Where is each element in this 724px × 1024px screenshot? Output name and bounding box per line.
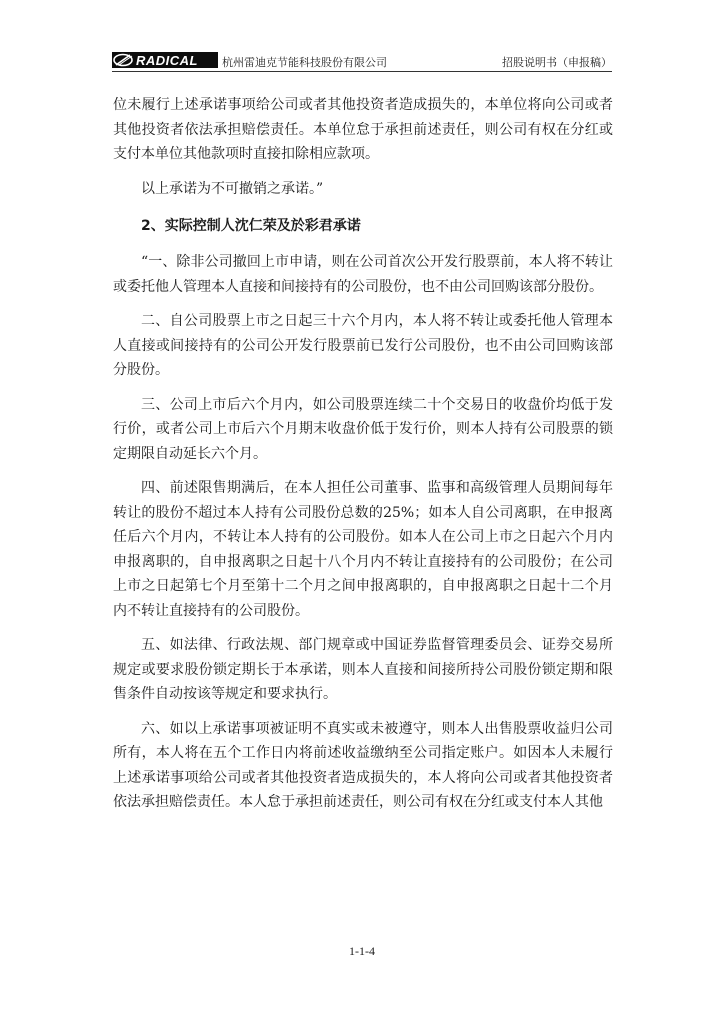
logo-emblem-icon [112, 53, 134, 67]
commitment-item: 六、如以上承诺事项被证明不真实或未被遵守，则本人出售股票收益归公司所有，本人将在五个工作日内将前述收益缴纳至公司指定账户。如因本人未履行上述承诺事项给公司或者其他投资者造成损失的，本人将向公司或者其他投资者依法承担赔偿责任。本人怠于承担前述责任，则公司有权在分红或支付本人其他 [113, 720, 613, 810]
page-body [113, 93, 613, 815]
paragraph: 位未履行上述承诺事项给公司或者其他投资者造成损失的，本单位将向公司或者其他投资者依法承担赔偿责任。本单位怠于承担前述责任，则公司有权在分红或支付本单位其他款项时直接扣除相应款项。 [113, 97, 613, 162]
radical-logo [112, 52, 218, 68]
paragraph: 以上承诺为不可撤销之承诺。” [141, 180, 324, 197]
commitment-item: 三、公司上市后六个月内，如公司股票连续二十个交易日的收盘价均低于发行价，或者公司上市后六个月期末收盘价低于发行价，则本人持有公司股票的锁定期限自动延长六个月。 [113, 396, 613, 462]
logo-text: RADICAL [136, 52, 198, 68]
document-title: 招股说明书（申报稿） [502, 56, 612, 69]
commitment-item: 四、前述限售期满后，在本人担任公司董事、监事和高级管理人员期间每年转让的股份不超过本人持有公司股份总数的25%；如本人自公司离职，在申报离任后六个月内，不转让本人持有的公司股份。如本人在公司上市之日起六个月内申报离职的，自申报离职之日起十八个月内不转让直接持有的公司股份；在公司上市之日起第七个月至第十二个月之间申报离职的，自申报离职之日起十二个月内不转让直接持有的公司股份。 [113, 480, 613, 619]
company-name: 杭州雷迪克节能科技股份有限公司 [222, 56, 387, 69]
section-heading: 2、实际控制人沈仁荣及於彩君承诺 [141, 218, 361, 234]
page-number: 1-1-4 [349, 944, 375, 958]
page-header [112, 50, 612, 72]
commitment-item: “一、除非公司撤回上市申请，则在公司首次公开发行股票前，本人将不转让或委托他人管理本人直接和间接持有的公司股份，也不由公司回购该部分股份。 [113, 254, 613, 295]
commitment-item: 二、自公司股票上市之日起三十六个月内，本人将不转让或委托他人管理本人直接或间接持有的公司公开发行股票前已发行公司股份，也不由公司回购该部分股份。 [113, 313, 613, 378]
header-divider [112, 71, 612, 72]
commitment-item: 五、如法律、行政法规、部门规章或中国证券监督管理委员会、证券交易所规定或要求股份锁定期长于本承诺，则本人直接和间接所持公司股份锁定期和限售条件自动按该等规定和要求执行。 [113, 637, 613, 702]
